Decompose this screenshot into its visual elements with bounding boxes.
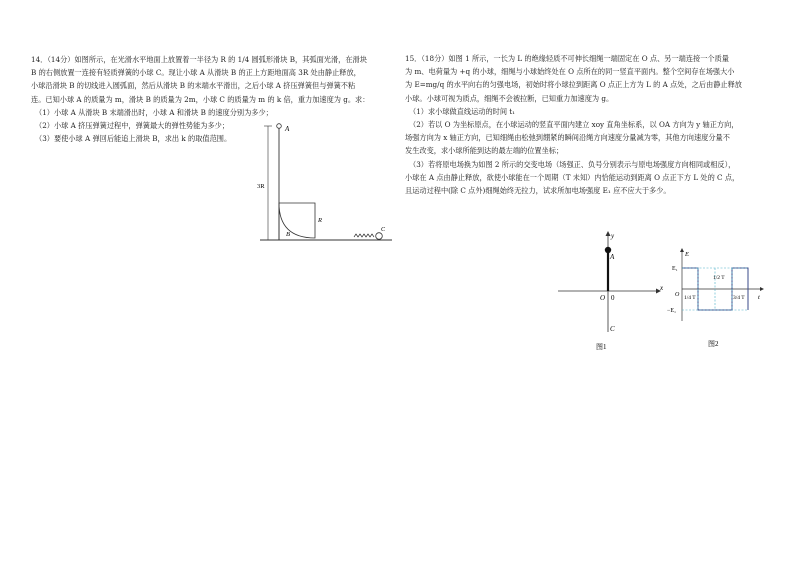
label-c: C — [381, 227, 386, 233]
q15-line: 小球。小球可视为质点，细绳不会被拉断，已知重力加速度为 g。 — [405, 93, 614, 103]
label-o: O — [600, 294, 606, 302]
x-label: x — [660, 284, 664, 292]
q15-line: 小球在 A 点由静止释放，欲使小球能在一个周期（T 未知）内恰能运动到距离 O 点正下方 L 处的 C 点， — [405, 172, 740, 182]
q14-figure — [250, 118, 395, 248]
tick-half-t: 1/2 T — [713, 275, 725, 281]
origin-label: O — [675, 292, 680, 298]
tick-quarter-t: 1/4 T — [684, 295, 696, 301]
q15-subquestion-3: （3）若将原电场换为如图 2 所示的交变电场（场强正、负号分别表示与原电场强度方向相同或相反）， — [409, 159, 736, 169]
label-origin: 0 — [611, 294, 615, 302]
y-label: y — [611, 232, 615, 240]
slider-b — [279, 203, 315, 238]
q15-line: 发生改变，求小球所能到达的最左端的位置坐标； — [405, 146, 564, 156]
label-a: A — [610, 253, 615, 261]
label-a: A — [285, 125, 290, 133]
label-3r: 3R — [257, 183, 265, 190]
q15-line: 场强方向为 x 轴正方向，已知细绳由松弛到绷紧的瞬间沿绳方向速度分量减为零，其他方向速度分量不 — [405, 133, 730, 143]
q15-line: 且运动过程中(除 C 点外)细绳始终无拉力，试求所加电场强度 E₁ 应不应大于多少。 — [405, 186, 671, 196]
q15-figure-2 — [668, 246, 768, 352]
tick-three-quarter-t: 3/4 T — [733, 295, 745, 301]
figure-1-caption: 图1 — [596, 343, 607, 351]
ball-c — [376, 233, 383, 240]
label-r: R — [318, 217, 322, 224]
label-b: B — [286, 231, 290, 238]
q15-subquestion-2: （2）若以 O 为坐标原点，在小球运动的竖直平面内建立 xoy 直角坐标系，以 OA 方向为 y 轴正方向， — [409, 120, 739, 130]
e-label: E — [685, 251, 689, 258]
q14-subquestion-1: （1）小球 A 从滑块 B 末端滑出时，小球 A 和滑块 B 的速度分别为多少； — [35, 107, 273, 117]
ball-a — [277, 124, 282, 129]
q15-line: 为 m、电荷量为 +q 的小球，细绳与小球始终处在 O 点所在的同一竖直平面内。整个空间存在场强大小 — [405, 67, 735, 77]
q14-subquestion-3: （3）要使小球 A 弹回后能追上滑块 B，求出 k 的取值范围。 — [35, 134, 232, 144]
q14-line: 小球沿滑块 B 的切线进入圆弧面，然后从滑块 B 的末端水平滑出，之后小球 A 挤压弹簧但与弹簧不粘 — [31, 81, 356, 91]
label-c: C — [610, 325, 615, 333]
figure-2-caption: 图2 — [708, 340, 719, 348]
q15-line: 为 E=mg/q 的水平向右的匀强电场，初始时将小球拉到距离 O 点正上方为 L 的 A 点处，之后由静止释放 — [405, 80, 742, 90]
question-15 — [405, 52, 777, 197]
q14-line: B 的右侧放置一连接有轻质弹簧的小球 C。现让小球 A 从滑块 B 的正上方距地面高 3R 处由静止释放， — [31, 68, 361, 78]
e1-label: E₁ — [672, 266, 678, 272]
q15-figure-1 — [550, 228, 670, 353]
t-label: t — [758, 294, 760, 301]
q15-subquestion-1: （1）求小球做直线运动的时间 t₁ — [409, 106, 516, 116]
q14-subquestion-2: （2）小球 A 挤压弹簧过程中，弹簧最大的弹性势能为多少； — [35, 121, 230, 131]
q14-line: 14．（14分）如图所示，在光滑水平地面上放置着一半径为 R 的 1/4 圆弧形滑块 B，其弧面光滑，在滑块 — [31, 55, 367, 64]
neg-e1-label: −E₁ — [667, 308, 677, 314]
q14-line: 连。已知小球 A 的质量为 m，滑块 B 的质量为 2m，小球 C 的质量为 m 的 k 倍，重力加速度为 g。求： — [31, 94, 370, 104]
q15-line: 15．（18分）如图 1 所示，一长为 L 的绝缘轻质不可伸长细绳一端固定在 O 点、另一端连接一个质量 — [405, 54, 729, 63]
spring — [354, 234, 374, 237]
